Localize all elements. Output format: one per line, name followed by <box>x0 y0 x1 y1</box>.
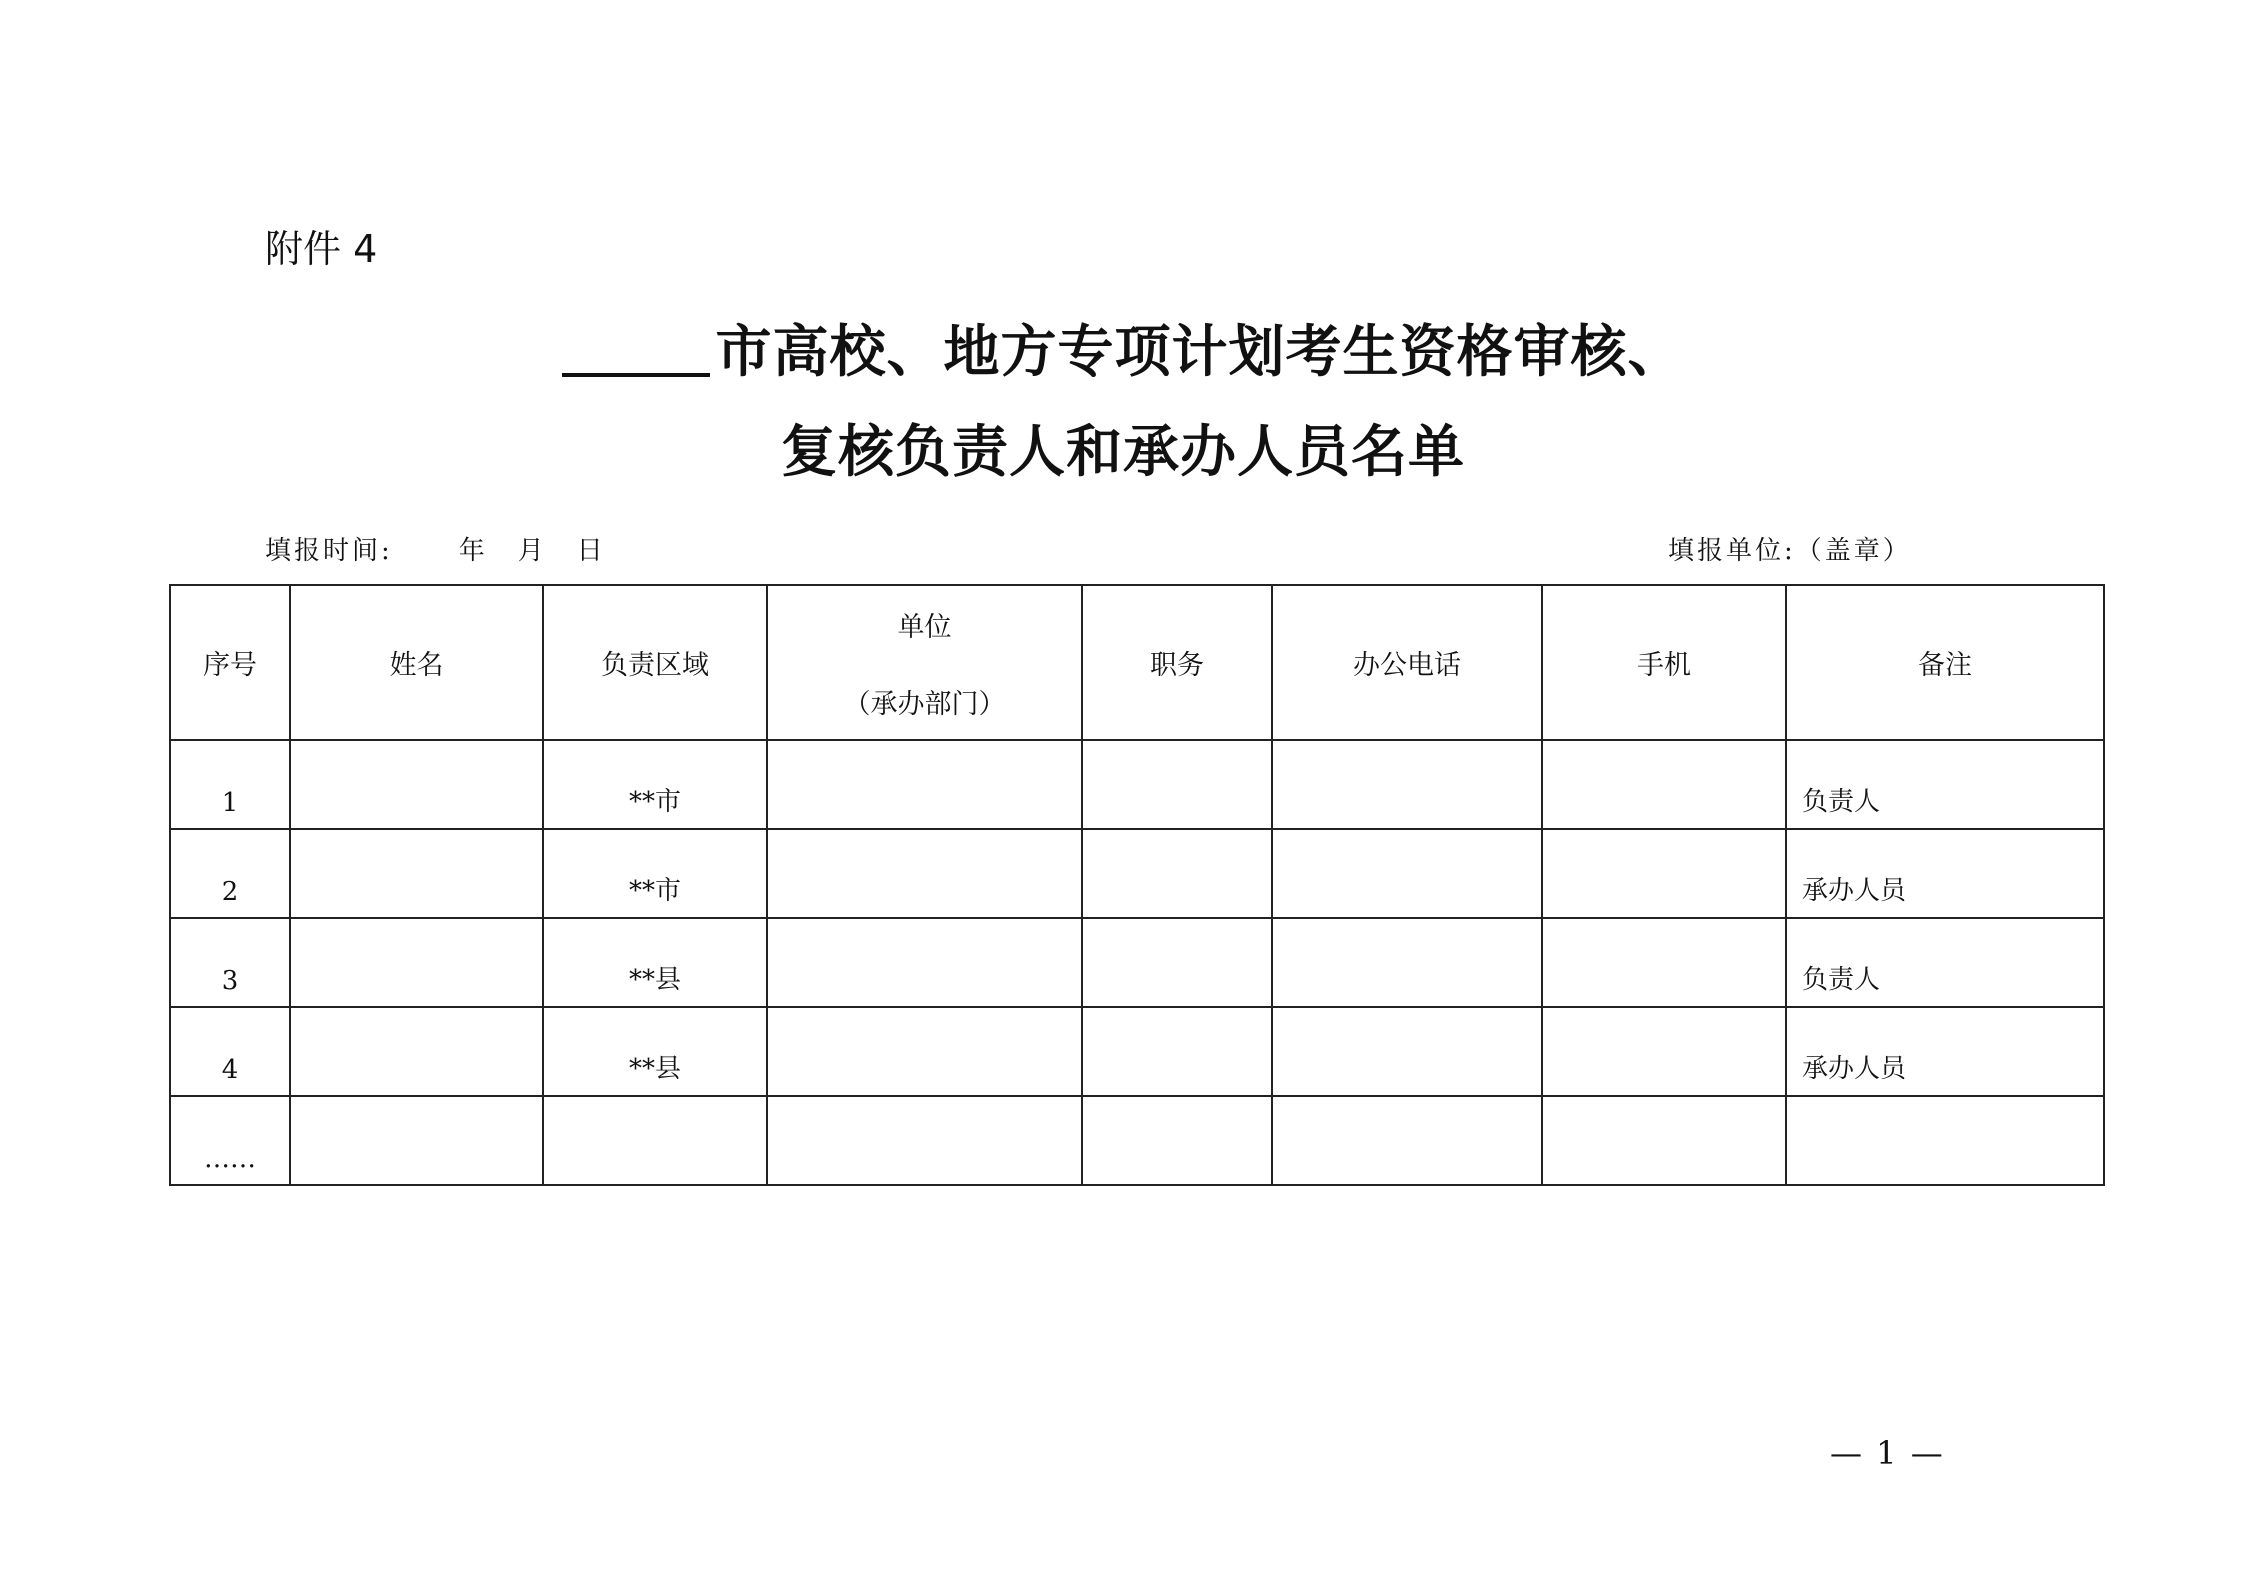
header-position: 职务 <box>1082 585 1272 740</box>
cell-position <box>1082 918 1272 1007</box>
cell-position <box>1082 740 1272 829</box>
cell-mobile <box>1542 1096 1786 1185</box>
fill-unit-label: 填报单位:（盖章） <box>1668 536 1912 566</box>
attachment-label: 附件 4 <box>265 227 378 271</box>
table-row <box>170 1096 2104 1185</box>
cell-position <box>1082 829 1272 918</box>
document-title-line1 <box>0 308 2246 388</box>
city-name-blank <box>562 313 710 377</box>
table-row <box>170 1007 2104 1096</box>
cell-unit <box>767 1096 1082 1185</box>
cell-office-phone <box>1272 1007 1542 1096</box>
cell-remark: 承办人员 <box>1786 829 2104 918</box>
header-mobile: 手机 <box>1542 585 1786 740</box>
header-unit <box>767 585 1082 740</box>
cell-name <box>290 740 543 829</box>
cell-unit <box>767 740 1082 829</box>
cell-office-phone <box>1272 1096 1542 1185</box>
table-header-row <box>170 585 2104 740</box>
cell-remark: 负责人 <box>1786 740 2104 829</box>
fill-time <box>265 530 606 567</box>
header-remark: 备注 <box>1786 585 2104 740</box>
cell-unit <box>767 1007 1082 1096</box>
cell-position <box>1082 1096 1272 1185</box>
cell-seq: …… <box>170 1096 290 1185</box>
cell-region: **县 <box>543 1007 767 1096</box>
cell-office-phone <box>1272 829 1542 918</box>
cell-remark: 负责人 <box>1786 918 2104 1007</box>
cell-name <box>290 1096 543 1185</box>
fill-month: 月 <box>517 536 547 566</box>
header-unit-label: 单位 <box>897 611 952 643</box>
cell-mobile <box>1542 740 1786 829</box>
cell-office-phone <box>1272 918 1542 1007</box>
cell-region <box>543 1096 767 1185</box>
header-office-phone: 办公电话 <box>1272 585 1542 740</box>
cell-seq: 3 <box>170 918 290 1007</box>
cell-unit <box>767 829 1082 918</box>
header-region: 负责区域 <box>543 585 767 740</box>
cell-region: **市 <box>543 829 767 918</box>
cell-mobile <box>1542 918 1786 1007</box>
cell-region: **市 <box>543 740 767 829</box>
personnel-table <box>169 584 2105 1186</box>
fill-time-label: 填报时间: <box>265 536 393 566</box>
cell-region: **县 <box>543 918 767 1007</box>
cell-remark <box>1786 1096 2104 1185</box>
cell-mobile <box>1542 1007 1786 1096</box>
title-line1-text: 市高校、地方专项计划考生资格审核、 <box>715 319 1685 385</box>
table-row <box>170 740 2104 829</box>
document-title-line2: 复核负责人和承办人员名单 <box>781 419 1465 485</box>
cell-unit <box>767 918 1082 1007</box>
cell-seq: 1 <box>170 740 290 829</box>
cell-seq: 4 <box>170 1007 290 1096</box>
header-name: 姓名 <box>290 585 543 740</box>
header-unit-sub: （承办部门） <box>843 688 1006 720</box>
cell-name <box>290 1007 543 1096</box>
fill-day: 日 <box>576 536 606 566</box>
cell-mobile <box>1542 829 1786 918</box>
cell-name <box>290 829 543 918</box>
table-row <box>170 918 2104 1007</box>
cell-name <box>290 918 543 1007</box>
table-row <box>170 829 2104 918</box>
cell-remark: 承办人员 <box>1786 1007 2104 1096</box>
header-seq: 序号 <box>170 585 290 740</box>
page-number: — 1 — <box>1830 1434 1945 1472</box>
cell-position <box>1082 1007 1272 1096</box>
cell-seq: 2 <box>170 829 290 918</box>
cell-office-phone <box>1272 740 1542 829</box>
fill-year: 年 <box>458 536 488 566</box>
